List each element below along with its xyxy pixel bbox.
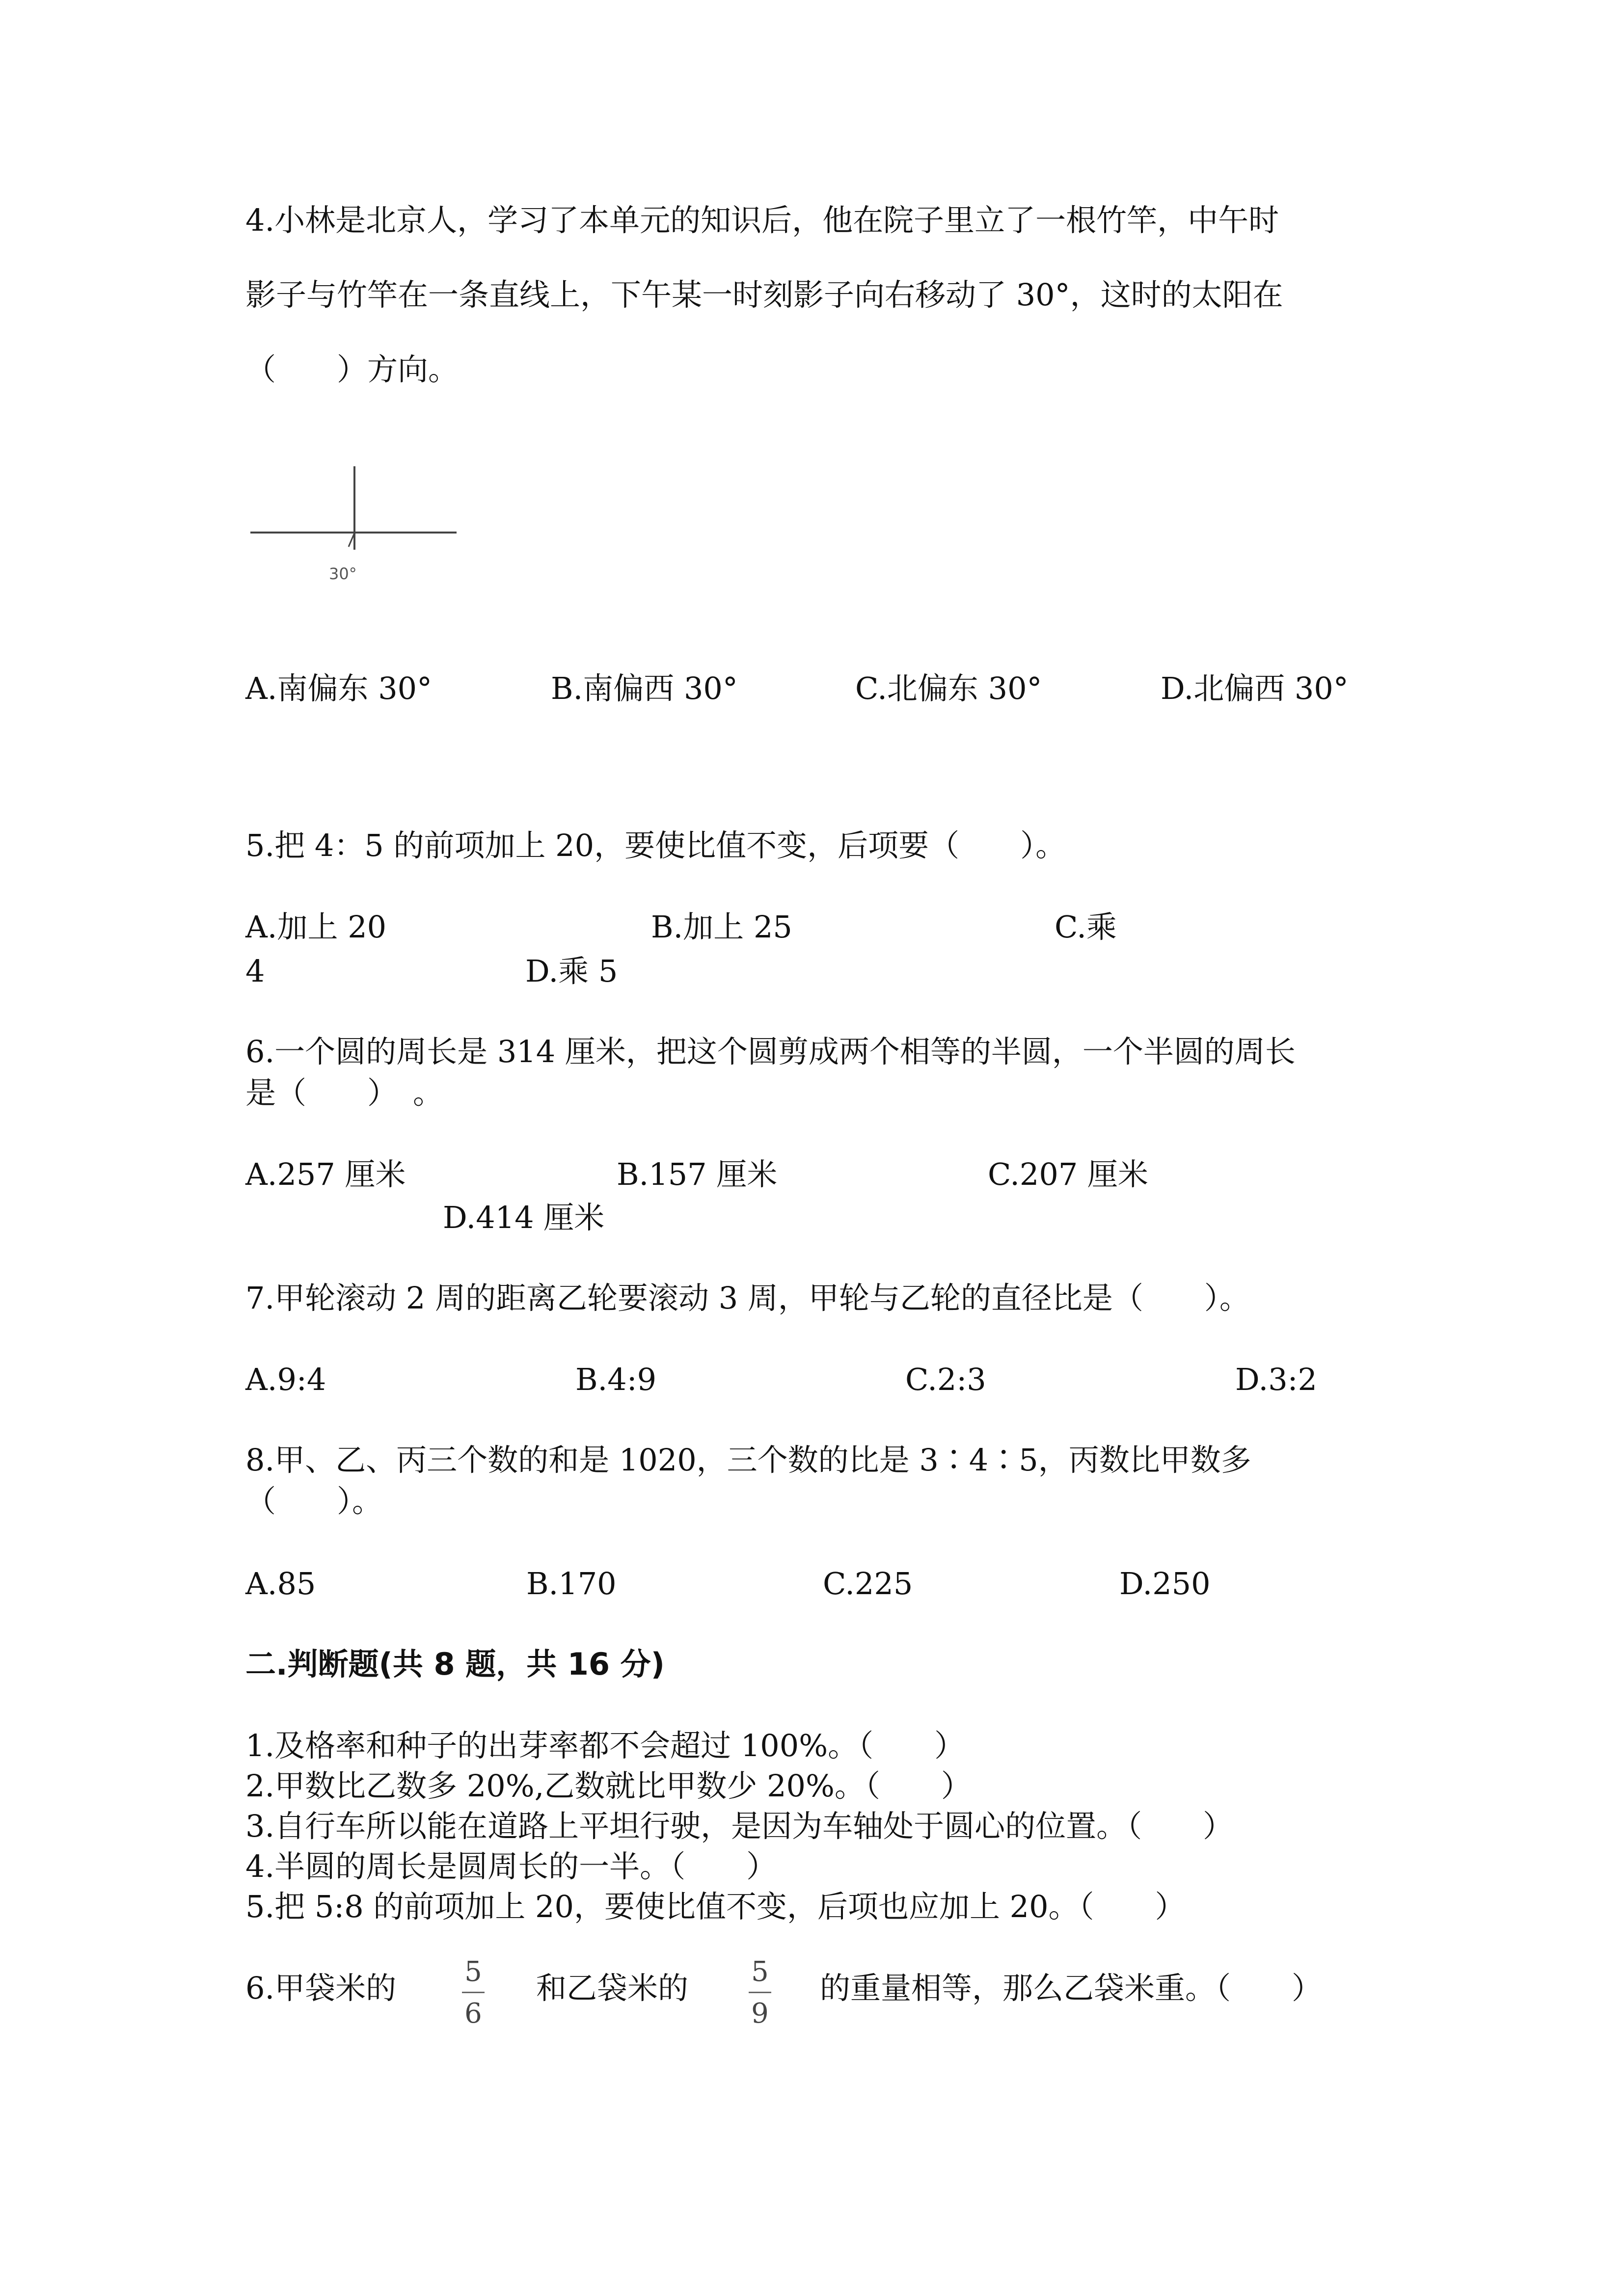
- q5-option-d: D.乘 5: [525, 953, 618, 989]
- q4-option-d: D.北偏西 30°: [1161, 670, 1349, 706]
- fraction-five-sixths: [459, 1958, 488, 2028]
- judge-item-3: 3.自行车所以能在道路上平坦行驶，是因为车轴处于圆心的位置。（ ）: [245, 1808, 1234, 1844]
- fraction-bar: [749, 1992, 771, 1993]
- fraction-denominator: 9: [751, 1998, 769, 2029]
- fraction-five-ninths: [745, 1958, 775, 2028]
- q4-line2: 影子与竹竿在一条直线上，下午某一时刻影子向右移动了 30°，这时的太阳在: [245, 277, 1283, 313]
- q5-option-b: B.加上 25: [651, 909, 792, 945]
- q4-option-b: B.南偏西 30°: [551, 670, 738, 706]
- q5-option-a: A.加上 20: [245, 909, 387, 945]
- shadow-angle-svg: [245, 461, 461, 599]
- q5-option-c: C.乘: [1055, 909, 1117, 945]
- q8-line2: （ ）。: [245, 1483, 383, 1519]
- judge-item-4: 4.半圆的周长是圆周长的一半。（ ）: [245, 1848, 777, 1884]
- angle-label: 30°: [329, 564, 357, 583]
- q5-option-c-continued: 4: [245, 953, 265, 989]
- judge-item-6-prefix: 6.甲袋米的: [245, 1970, 397, 2006]
- q7-option-c: C.2:3: [905, 1362, 986, 1397]
- judge-item-6-suffix: 的重量相等，那么乙袋米重。（ ）: [820, 1970, 1323, 2006]
- q7-text: 7.甲轮滚动 2 周的距离乙轮要滚动 3 周，甲轮与乙轮的直径比是（ ）。: [245, 1280, 1250, 1316]
- fraction-numerator: 5: [751, 1956, 769, 1988]
- q6-option-a: A.257 厘米: [245, 1156, 406, 1192]
- q8-option-a: A.85: [245, 1566, 316, 1602]
- q4-line1: 4.小林是北京人，学习了本单元的知识后，他在院子里立了一根竹竿，中午时: [245, 202, 1279, 238]
- judge-item-6-middle: 和乙袋米的: [536, 1970, 689, 2006]
- q6-option-d: D.414 厘米: [443, 1200, 605, 1235]
- q5-text: 5.把 4：5 的前项加上 20，要使比值不变，后项要（ ）。: [245, 828, 1066, 863]
- q7-option-b: B.4:9: [575, 1362, 657, 1397]
- shadow-angle-diagram: [245, 461, 461, 606]
- q6-option-b: B.157 厘米: [617, 1156, 778, 1192]
- judge-item-5: 5.把 5:8 的前项加上 20，要使比值不变，后项也应加上 20。（ ）: [245, 1889, 1186, 1924]
- judge-item-1: 1.及格率和种子的出芽率都不会超过 100%。（ ）: [245, 1728, 965, 1763]
- q8-option-b: B.170: [526, 1566, 617, 1602]
- fraction-bar: [462, 1992, 485, 1993]
- q6-line1: 6.一个圆的周长是 314 厘米，把这个圆剪成两个相等的半圆，一个半圆的周长: [245, 1034, 1296, 1069]
- fraction-numerator: 5: [464, 1956, 482, 1988]
- q8-option-c: C.225: [823, 1566, 913, 1602]
- judge-item-2: 2.甲数比乙数多 20%,乙数就比甲数少 20%。（ ）: [245, 1768, 972, 1804]
- q6-line2: 是（ ） 。: [245, 1075, 444, 1111]
- q7-option-a: A.9:4: [245, 1362, 326, 1397]
- fraction-denominator: 6: [464, 1998, 482, 2029]
- section-2-title: 二.判断题(共 8 题，共 16 分): [245, 1646, 665, 1682]
- q4-option-a: A.南偏东 30°: [245, 670, 433, 706]
- q8-line1: 8.甲、乙、丙三个数的和是 1020，三个数的比是 3∶4∶5，丙数比甲数多: [245, 1442, 1251, 1478]
- q4-option-c: C.北偏东 30°: [855, 670, 1042, 706]
- q4-line3: （ ）方向。: [245, 351, 459, 387]
- q7-option-d: D.3:2: [1235, 1362, 1317, 1397]
- q8-option-d: D.250: [1119, 1566, 1211, 1602]
- q6-option-c: C.207 厘米: [988, 1156, 1148, 1192]
